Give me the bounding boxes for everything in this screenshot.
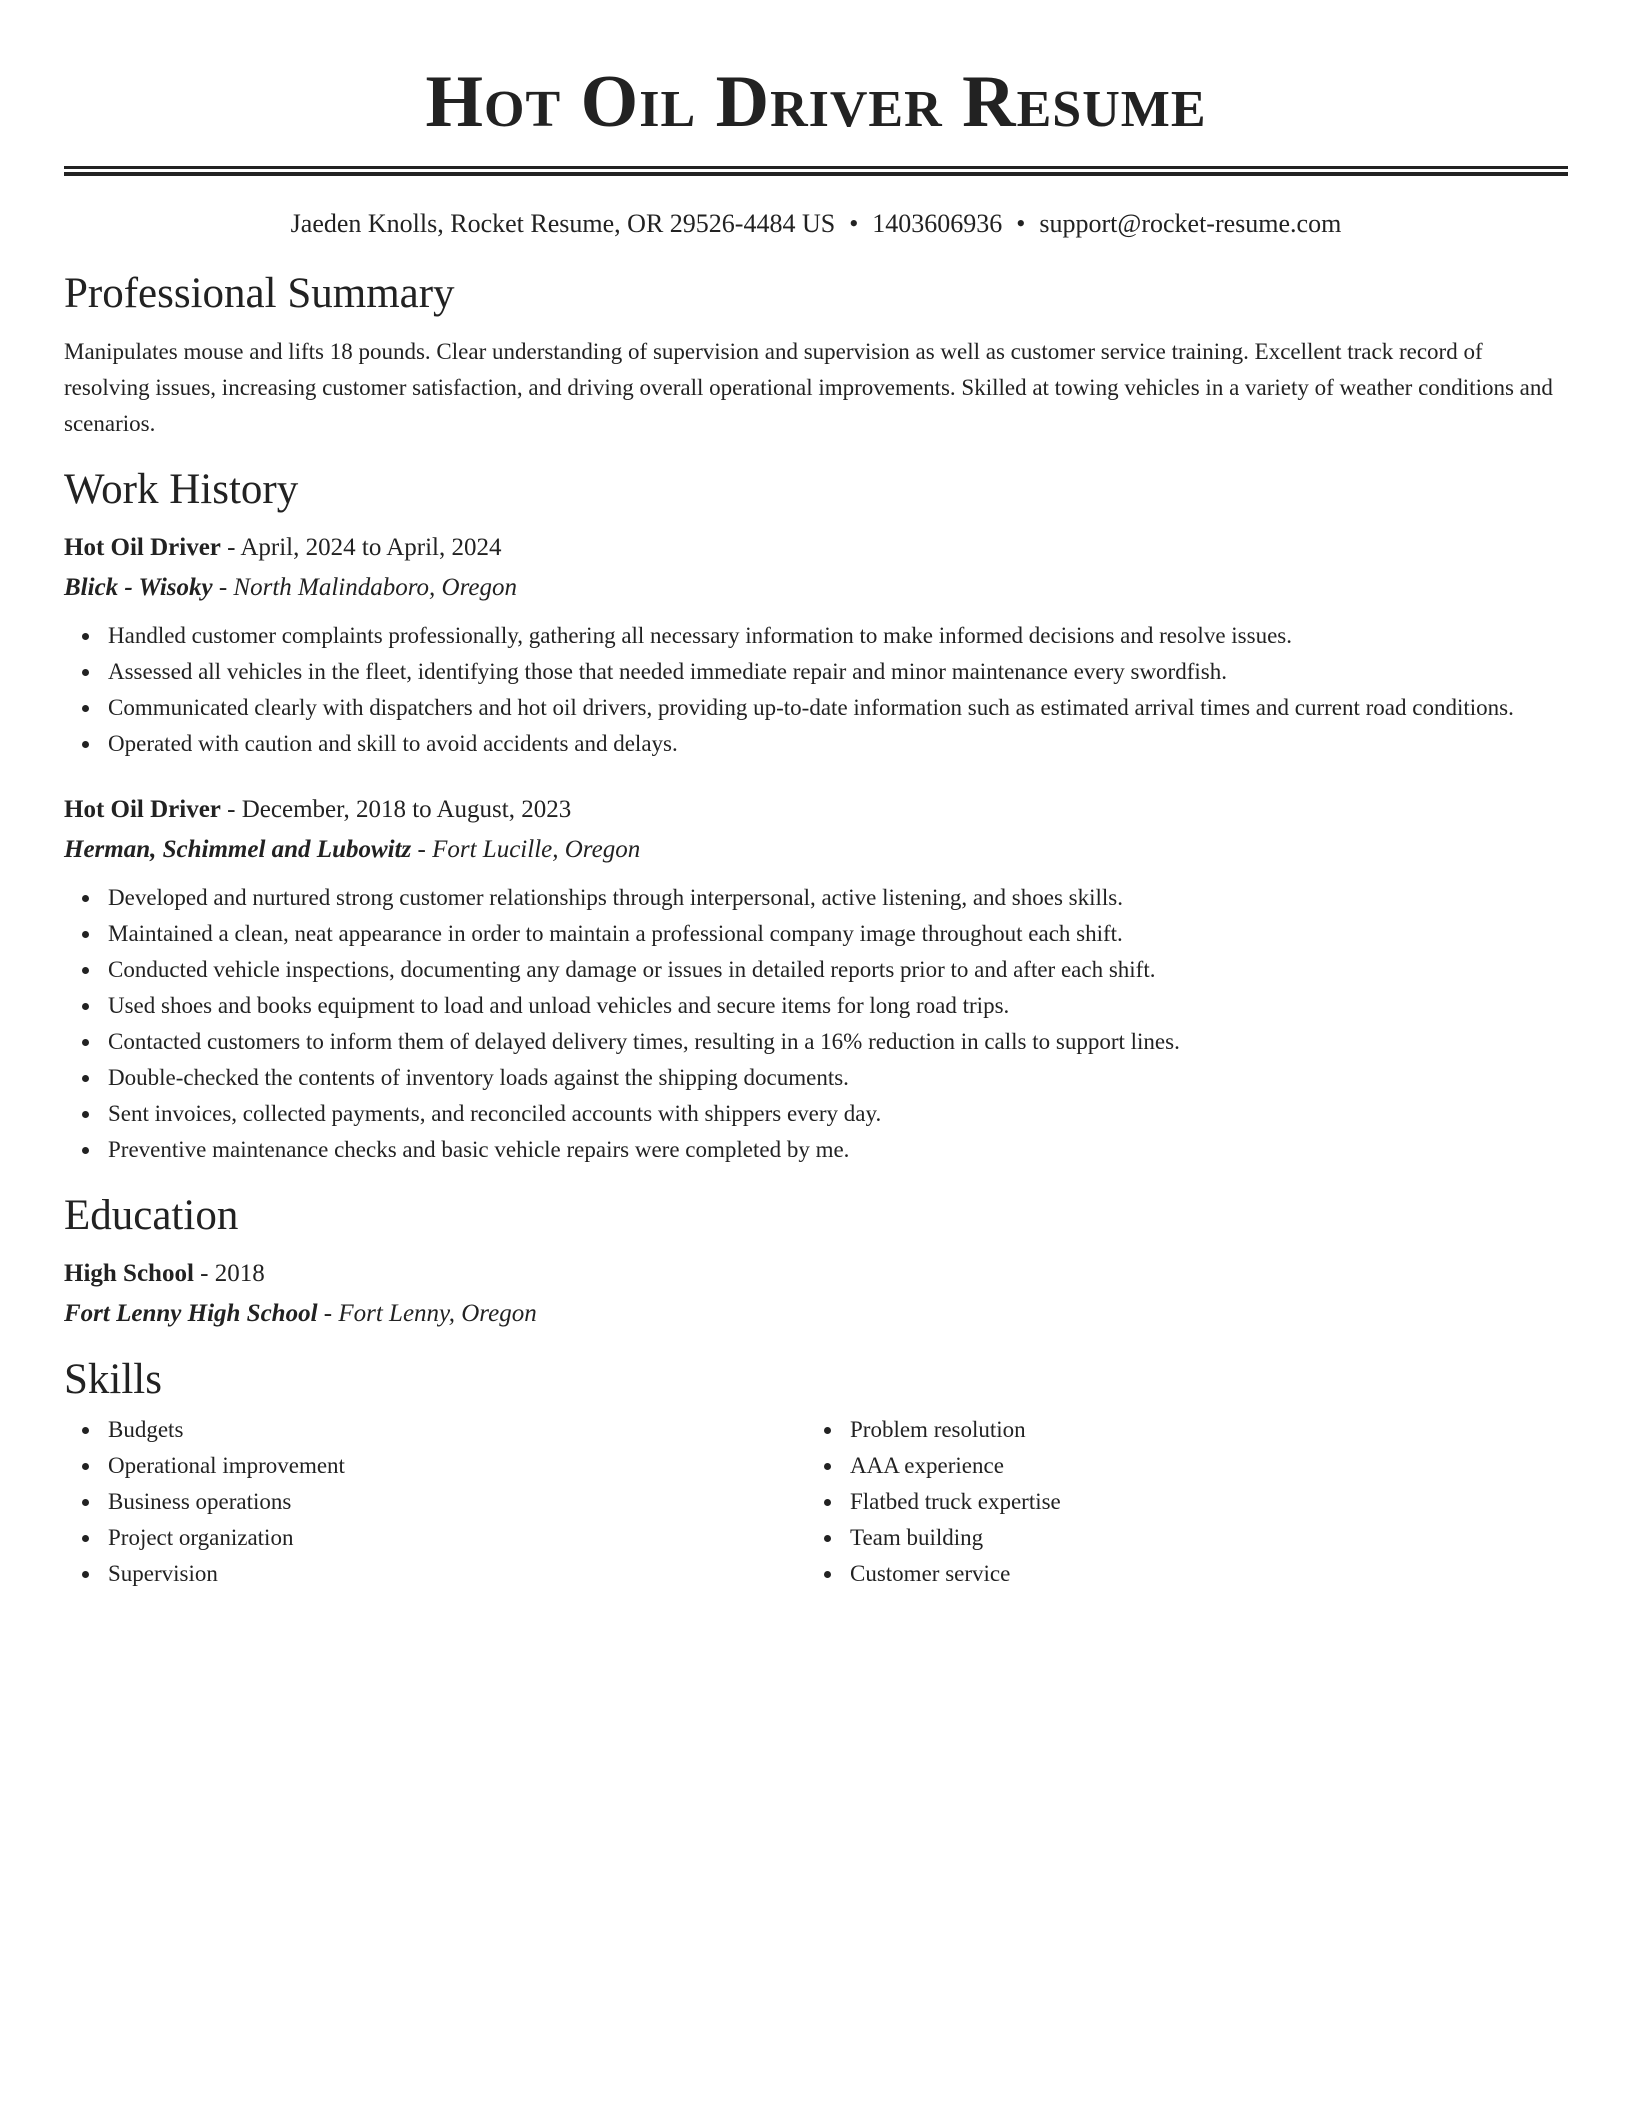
skill-item: AAA experience — [850, 1448, 1548, 1484]
contact-line — [64, 208, 1568, 240]
job-bullet: Used shoes and books equipment to load and unload vehicles and secure items for long road trips. — [108, 988, 1568, 1024]
school-location: - Fort Lenny, Oregon — [317, 1300, 537, 1327]
employer-line — [64, 830, 1568, 870]
resume-title: Hot Oil Driver Resume — [425, 61, 1207, 143]
summary-text: Manipulates mouse and lifts 18 pounds. Clear understanding of supervision and supervision as well as customer service training. Excellent track record of resolving issues, increasing customer satisfaction, and driving overall operational improvements. Skilled at towing vehicles in a variety of weather conditions and scenarios. — [64, 339, 1553, 436]
school-line — [64, 1294, 1568, 1334]
job-dates: - December, 2018 to August, 2023 — [220, 796, 572, 823]
job-entry — [64, 790, 1568, 1168]
job-bullet: Developed and nurtured strong customer relationships through interpersonal, active listening, and shoes skills. — [108, 880, 1568, 916]
job-bullets — [64, 618, 1568, 762]
contact-email: support@rocket-resume.com — [1039, 209, 1342, 238]
skills-grid — [64, 1412, 1568, 1592]
skill-item: Supervision — [108, 1556, 806, 1592]
employer-line — [64, 568, 1568, 608]
job-title-line — [64, 528, 1568, 568]
skills-heading: Skills — [64, 1356, 162, 1403]
job-bullet: Double-checked the contents of inventory loads against the shipping documents. — [108, 1060, 1568, 1096]
education-entry — [64, 1254, 1568, 1334]
degree: High School — [64, 1260, 194, 1287]
skill-item: Business operations — [108, 1484, 806, 1520]
employer-name: Herman, Schimmel and Lubowitz — [64, 836, 412, 863]
job-bullets — [64, 880, 1568, 1168]
skills-list — [806, 1412, 1548, 1592]
graduation-year: - 2018 — [193, 1260, 265, 1287]
education-heading: Education — [64, 1192, 239, 1239]
title-divider — [64, 166, 1568, 176]
job-bullet: Assessed all vehicles in the fleet, identifying those that needed immediate repair and minor maintenance every swordfish. — [108, 654, 1568, 690]
job-title: Hot Oil Driver — [64, 796, 221, 823]
skills-column-left — [64, 1412, 806, 1592]
school-name: Fort Lenny High School — [64, 1300, 318, 1327]
work-history-heading: Work History — [64, 466, 299, 513]
contact-phone: 1403606936 — [872, 209, 1003, 238]
job-bullet: Sent invoices, collected payments, and reconciled accounts with shippers every day. — [108, 1096, 1568, 1132]
job-bullet: Preventive maintenance checks and basic vehicle repairs were completed by me. — [108, 1132, 1568, 1168]
job-bullet: Conducted vehicle inspections, documenting any damage or issues in detailed reports prior to and after each shift. — [108, 952, 1568, 988]
summary-heading: Professional Summary — [64, 270, 455, 317]
skill-item: Operational improvement — [108, 1448, 806, 1484]
job-bullet: Communicated clearly with dispatchers and hot oil drivers, providing up-to-date information such as estimated arrival times and current road conditions. — [108, 690, 1568, 726]
contact-separator: • — [1016, 209, 1026, 238]
contact-separator: • — [849, 209, 859, 238]
job-dates: - April, 2024 to April, 2024 — [220, 534, 502, 561]
skill-item: Project organization — [108, 1520, 806, 1556]
job-bullet: Operated with caution and skill to avoid accidents and delays. — [108, 726, 1568, 762]
skills-column-right — [806, 1412, 1548, 1592]
employer-name: Blick - Wisoky — [64, 574, 213, 601]
skill-item: Team building — [850, 1520, 1548, 1556]
skill-item: Flatbed truck expertise — [850, 1484, 1548, 1520]
job-entry — [64, 528, 1568, 762]
job-bullet: Contacted customers to inform them of delayed delivery times, resulting in a 16% reduction in calls to support lines. — [108, 1024, 1568, 1060]
job-bullet: Maintained a clean, neat appearance in order to maintain a professional company image throughout each shift. — [108, 916, 1568, 952]
degree-line — [64, 1254, 1568, 1294]
skill-item: Budgets — [108, 1412, 806, 1448]
skill-item: Customer service — [850, 1556, 1548, 1592]
contact-address: Jaeden Knolls, Rocket Resume, OR 29526-4484 US — [290, 209, 836, 238]
employer-location: - North Malindaboro, Oregon — [212, 574, 518, 601]
job-title: Hot Oil Driver — [64, 534, 221, 561]
skill-item: Problem resolution — [850, 1412, 1548, 1448]
job-title-line — [64, 790, 1568, 830]
employer-location: - Fort Lucille, Oregon — [411, 836, 641, 863]
skills-list — [64, 1412, 806, 1592]
job-bullet: Handled customer complaints professionally, gathering all necessary information to make informed decisions and resolve issues. — [108, 618, 1568, 654]
